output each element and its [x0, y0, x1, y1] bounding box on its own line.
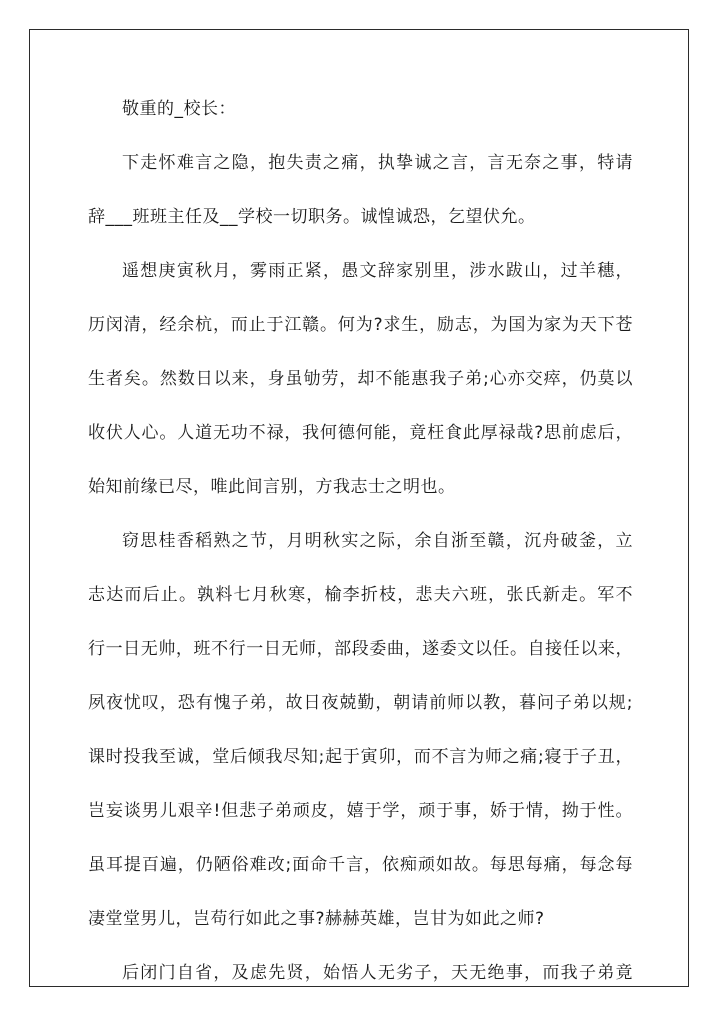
paragraph-line: 凄堂堂男儿，岂苟行如此之事?赫赫英雄，岂甘为如此之师?	[88, 909, 545, 929]
paragraph-line: 生者矣。然数日以来，身虽劬劳，却不能惠我子弟;心亦交瘁，仍莫以	[88, 369, 633, 389]
paragraph-2	[88, 244, 633, 514]
paragraph-line: 夙夜忧叹，恐有愧子弟，故日夜兢勤，朝请前师以教，暮问子弟以规;	[88, 693, 633, 713]
paragraph-line: 历闵清，经余杭，而止于江赣。何为?求生，励志，为国为家为天下苍	[88, 315, 633, 335]
paragraph-line: 辞___班班主任及__学校一切职务。诚惶诚恐，乞望伏允。	[88, 207, 536, 227]
paragraph-line: 始知前缘已尽，唯此间言别，方我志士之明也。	[88, 477, 456, 497]
paragraph-line: 后闭门自省，及虑先贤，始悟人无劣子，天无绝事，而我子弟竟	[122, 963, 633, 983]
document-body	[88, 82, 633, 1000]
paragraph-line: 遥想庚寅秋月，雾雨正紧，愚文辞家别里，涉水跋山，过羊穗，	[122, 261, 633, 281]
paragraph-line: 虽耳提百遍，仍陋俗难改;面命千言，依痴顽如故。每思每痛，每念每	[88, 855, 633, 875]
salutation: 敬重的_校长：	[122, 99, 236, 119]
paragraph-4	[88, 946, 633, 1000]
paragraph-line: 下走怀难言之隐，抱失责之痛，执挚诚之言，言无奈之事，特请	[122, 153, 633, 173]
paragraph-line: 课时投我至诚，堂后倾我尽知;起于寅卯，而不言为师之痛;寝于子丑，	[88, 747, 633, 767]
paragraph-line: 行一日无帅，班不行一日无师，部段委曲，遂委文以任。自接任以来，	[88, 639, 633, 659]
paragraph-line: 窃思桂香稻熟之节，月明秋实之际，余自浙至赣，沉舟破釜，立	[122, 531, 633, 551]
paragraph-3	[88, 514, 633, 946]
paragraph-line: 岂妄谈男儿艰辛!但悲子弟顽皮，嬉于学，顽于事，娇于情，拗于性。	[88, 801, 633, 821]
paragraph-1	[88, 136, 633, 244]
paragraph-line: 收伏人心。人道无功不禄，我何德何能，竟枉食此厚禄哉?思前虑后，	[88, 423, 633, 443]
paragraph-line: 志达而后止。孰料七月秋寒，榆李折枝，悲夫六班，张氏新走。军不	[88, 585, 633, 605]
